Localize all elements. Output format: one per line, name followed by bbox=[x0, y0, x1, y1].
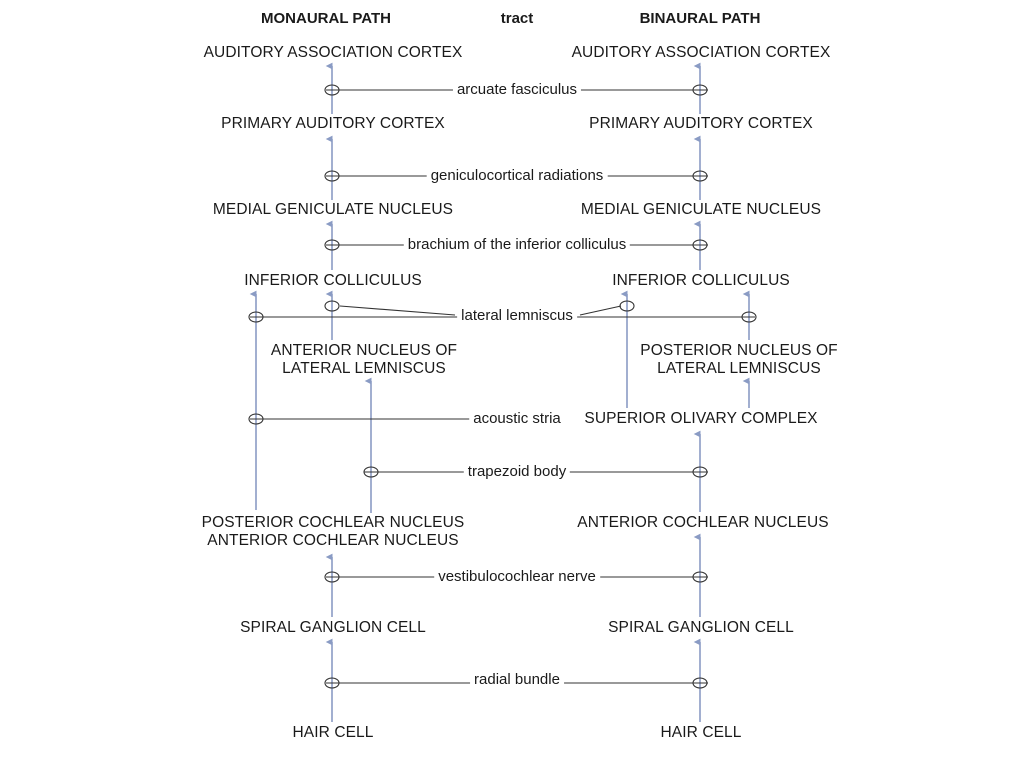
tract-label-acoustic-stria: acoustic stria bbox=[469, 410, 565, 428]
bin-posterior-nucleus-lateral-lemniscus bbox=[640, 342, 838, 378]
mono-auditory-association-cortex: AUDITORY ASSOCIATION CORTEX bbox=[203, 44, 463, 61]
tract-line-lemniscus-right-slant bbox=[580, 306, 621, 315]
bin-primary-auditory-cortex: PRIMARY AUDITORY CORTEX bbox=[589, 115, 813, 132]
tract-label-geniculocortical-radiations: geniculocortical radiations bbox=[427, 167, 608, 185]
tract-label-arcuate-fasciculus: arcuate fasciculus bbox=[453, 81, 581, 99]
header-tract: tract bbox=[500, 10, 534, 27]
header-monaural-path: MONAURAL PATH bbox=[261, 10, 391, 27]
tract-label-lateral-lemniscus: lateral lemniscus bbox=[457, 307, 577, 325]
mono-cochlear-nuclei bbox=[202, 514, 465, 550]
bin-inferior-colliculus: INFERIOR COLLICULUS bbox=[612, 272, 790, 289]
mono-anterior-cochlear-nucleus: ANTERIOR COCHLEAR NUCLEUS bbox=[207, 532, 459, 549]
tract-line-lemniscus-left-slant bbox=[340, 306, 455, 315]
mono-anterior-nucleus-lateral-lemniscus bbox=[271, 342, 457, 378]
bin-spiral-ganglion-cell: SPIRAL GANGLION CELL bbox=[608, 619, 794, 636]
mono-hair-cell: HAIR CELL bbox=[292, 724, 374, 741]
mono-posterior-cochlear-nucleus: POSTERIOR COCHLEAR NUCLEUS bbox=[201, 514, 465, 531]
bin-pnll-line-1: POSTERIOR NUCLEUS OF bbox=[640, 342, 838, 359]
mono-spiral-ganglion-cell: SPIRAL GANGLION CELL bbox=[240, 619, 426, 636]
tract-label-trapezoid-body: trapezoid body bbox=[464, 463, 570, 481]
bin-anterior-cochlear-nucleus: ANTERIOR COCHLEAR NUCLEUS bbox=[577, 514, 829, 531]
mono-primary-auditory-cortex: PRIMARY AUDITORY CORTEX bbox=[221, 115, 445, 132]
bin-superior-olivary-complex: SUPERIOR OLIVARY COMPLEX bbox=[584, 410, 818, 427]
bin-auditory-association-cortex: AUDITORY ASSOCIATION CORTEX bbox=[571, 44, 831, 61]
bin-hair-cell: HAIR CELL bbox=[660, 724, 742, 741]
mono-anll-line-2: LATERAL LEMNISCUS bbox=[282, 360, 446, 377]
tract-label-brachium-inferior-colliculus: brachium of the inferior colliculus bbox=[404, 236, 630, 254]
tract-label-vestibulocochlear-nerve: vestibulocochlear nerve bbox=[434, 568, 600, 586]
tract-label-radial-bundle: radial bundle bbox=[470, 671, 564, 689]
mono-medial-geniculate-nucleus: MEDIAL GENICULATE NUCLEUS bbox=[212, 201, 454, 218]
mono-anll-line-1: ANTERIOR NUCLEUS OF bbox=[270, 342, 458, 359]
header-binaural-path: BINAURAL PATH bbox=[639, 10, 761, 27]
mono-inferior-colliculus: INFERIOR COLLICULUS bbox=[244, 272, 422, 289]
bin-pnll-line-2: LATERAL LEMNISCUS bbox=[657, 360, 821, 377]
bin-medial-geniculate-nucleus: MEDIAL GENICULATE NUCLEUS bbox=[580, 201, 822, 218]
